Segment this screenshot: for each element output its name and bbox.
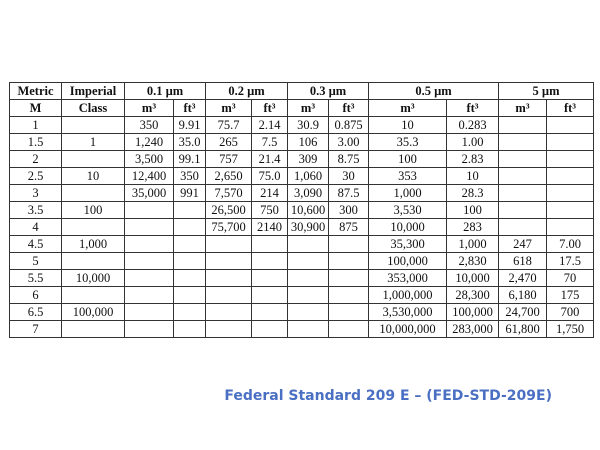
table-cell	[125, 202, 174, 219]
table-cell: 28.3	[447, 185, 499, 202]
header-unit: m³	[288, 100, 329, 117]
table-cell: 3	[10, 185, 62, 202]
table-cell	[252, 253, 288, 270]
table-body	[10, 117, 594, 338]
table-cell: 2	[10, 151, 62, 168]
table-cell: 87.5	[329, 185, 369, 202]
table-cell	[125, 321, 174, 338]
caption-text: Federal Standard 209 E – (FED-STD-209E)	[224, 388, 552, 404]
table-cell: 6	[10, 287, 62, 304]
table-cell: 10	[369, 117, 447, 134]
table-cell	[125, 236, 174, 253]
table-cell	[125, 270, 174, 287]
table-cell	[174, 253, 206, 270]
table-cell	[252, 287, 288, 304]
table-cell: 35.0	[174, 134, 206, 151]
table-cell	[62, 219, 125, 236]
header-unit: ft³	[174, 100, 206, 117]
table-cell: 247	[499, 236, 547, 253]
table-cell: 175	[547, 287, 594, 304]
table-cell: 100,000	[369, 253, 447, 270]
table-cell: 17.5	[547, 253, 594, 270]
table-cell	[252, 321, 288, 338]
table-cell	[329, 304, 369, 321]
cleanroom-class-table	[9, 82, 594, 338]
table-cell: 283	[447, 219, 499, 236]
header-imperial: Imperial	[62, 83, 125, 100]
table-cell	[252, 236, 288, 253]
table-cell: 7.5	[252, 134, 288, 151]
table-cell: 4.5	[10, 236, 62, 253]
header-size-0-5um: 0.5 µm	[369, 83, 499, 100]
table-cell	[174, 202, 206, 219]
table-cell: 265	[206, 134, 252, 151]
table-cell: 1	[62, 134, 125, 151]
table-cell	[62, 185, 125, 202]
table-cell: 75.7	[206, 117, 252, 134]
table-cell: 2.14	[252, 117, 288, 134]
table-cell: 35,300	[369, 236, 447, 253]
table-cell: 0.283	[447, 117, 499, 134]
table-cell: 75.0	[252, 168, 288, 185]
table-cell: 300	[329, 202, 369, 219]
table-cell	[547, 151, 594, 168]
header-unit: ft³	[547, 100, 594, 117]
table-cell	[499, 134, 547, 151]
table-cell	[252, 304, 288, 321]
table-cell: 61,800	[499, 321, 547, 338]
table-cell: 3,530,000	[369, 304, 447, 321]
table-cell: 1.5	[10, 134, 62, 151]
table-cell: 35.3	[369, 134, 447, 151]
table-cell	[499, 151, 547, 168]
table-cell	[125, 287, 174, 304]
table-cell	[174, 219, 206, 236]
table-cell: 350	[125, 117, 174, 134]
table-cell: 757	[206, 151, 252, 168]
table-row	[10, 202, 594, 219]
header-metric: Metric	[10, 83, 62, 100]
table-cell	[499, 185, 547, 202]
table-cell	[206, 236, 252, 253]
table-cell	[174, 321, 206, 338]
table-cell	[547, 202, 594, 219]
table-cell: 353	[369, 168, 447, 185]
table-cell: 99.1	[174, 151, 206, 168]
table-cell: 353,000	[369, 270, 447, 287]
table-cell: 106	[288, 134, 329, 151]
table-cell	[62, 321, 125, 338]
table-cell: 12,400	[125, 168, 174, 185]
table-cell: 10,600	[288, 202, 329, 219]
table-cell: 991	[174, 185, 206, 202]
table-cell: 6.5	[10, 304, 62, 321]
table-cell	[499, 202, 547, 219]
table-cell: 10,000,000	[369, 321, 447, 338]
table-cell: 618	[499, 253, 547, 270]
table-cell	[329, 253, 369, 270]
table-cell: 10,000	[447, 270, 499, 287]
table-cell	[288, 321, 329, 338]
table-row	[10, 321, 594, 338]
table-cell	[174, 304, 206, 321]
caption	[0, 388, 600, 404]
table-cell: 7.00	[547, 236, 594, 253]
table-cell	[206, 287, 252, 304]
table-cell	[288, 270, 329, 287]
table-cell: 2140	[252, 219, 288, 236]
table-cell: 100,000	[447, 304, 499, 321]
table-cell	[62, 151, 125, 168]
table-cell: 2.5	[10, 168, 62, 185]
table-cell: 750	[252, 202, 288, 219]
table-cell: 1,000	[62, 236, 125, 253]
table-cell: 4	[10, 219, 62, 236]
table-cell	[547, 134, 594, 151]
table-cell	[125, 219, 174, 236]
table-cell: 3,090	[288, 185, 329, 202]
table-row	[10, 117, 594, 134]
header-size-0-1um: 0.1 µm	[125, 83, 206, 100]
table-cell: 700	[547, 304, 594, 321]
table-cell	[329, 287, 369, 304]
table-row	[10, 304, 594, 321]
table-cell: 10,000	[62, 270, 125, 287]
header-unit: ft³	[447, 100, 499, 117]
table-row	[10, 253, 594, 270]
table-cell: 28,300	[447, 287, 499, 304]
table-cell: 2,830	[447, 253, 499, 270]
table-cell: 1,000	[447, 236, 499, 253]
table-cell	[329, 270, 369, 287]
table-cell: 30	[329, 168, 369, 185]
table-cell	[206, 321, 252, 338]
table-cell	[288, 236, 329, 253]
table-cell	[329, 321, 369, 338]
table-cell	[288, 304, 329, 321]
header-unit: ft³	[329, 100, 369, 117]
table-cell: 875	[329, 219, 369, 236]
table-cell: 35,000	[125, 185, 174, 202]
table-cell: 1,000	[369, 185, 447, 202]
table-cell: 350	[174, 168, 206, 185]
table-row	[10, 185, 594, 202]
header-size-0-2um: 0.2 µm	[206, 83, 288, 100]
header-unit: m³	[206, 100, 252, 117]
table-cell: 8.75	[329, 151, 369, 168]
table-cell: 10	[62, 168, 125, 185]
table-cell: 1,750	[547, 321, 594, 338]
table-cell: 10	[447, 168, 499, 185]
table-cell: 283,000	[447, 321, 499, 338]
table-cell: 3.5	[10, 202, 62, 219]
table-cell	[62, 287, 125, 304]
header-row-particle-size	[10, 83, 594, 100]
table-cell: 30.9	[288, 117, 329, 134]
table-row	[10, 151, 594, 168]
table-cell: 6,180	[499, 287, 547, 304]
table-cell	[547, 117, 594, 134]
header-unit: m³	[499, 100, 547, 117]
table-cell: 1,240	[125, 134, 174, 151]
table-cell	[174, 236, 206, 253]
table-cell	[547, 168, 594, 185]
table-cell	[174, 270, 206, 287]
table-cell: 1	[10, 117, 62, 134]
table-cell: 100	[62, 202, 125, 219]
table-cell	[288, 287, 329, 304]
table-cell: 1,060	[288, 168, 329, 185]
table-cell: 21.4	[252, 151, 288, 168]
table-cell: 5	[10, 253, 62, 270]
table-row	[10, 287, 594, 304]
table-cell: 100	[447, 202, 499, 219]
table-row	[10, 134, 594, 151]
table-cell: 24,700	[499, 304, 547, 321]
table-cell	[125, 304, 174, 321]
table-cell: 30,900	[288, 219, 329, 236]
table-cell	[62, 253, 125, 270]
table-cell	[499, 168, 547, 185]
table-cell: 9.91	[174, 117, 206, 134]
table-cell	[174, 287, 206, 304]
table-cell	[206, 253, 252, 270]
table-cell	[206, 270, 252, 287]
table-cell: 2,470	[499, 270, 547, 287]
table-cell: 3,530	[369, 202, 447, 219]
table-cell: 3,500	[125, 151, 174, 168]
table-cell: 2.83	[447, 151, 499, 168]
table-cell	[125, 253, 174, 270]
table-cell: 2,650	[206, 168, 252, 185]
table-cell	[288, 253, 329, 270]
table-cell	[499, 219, 547, 236]
table-cell	[206, 304, 252, 321]
table-cell: 1,000,000	[369, 287, 447, 304]
table-cell: 70	[547, 270, 594, 287]
table-cell: 7	[10, 321, 62, 338]
table-cell	[252, 270, 288, 287]
table-cell	[499, 117, 547, 134]
table-cell	[547, 219, 594, 236]
table-cell: 26,500	[206, 202, 252, 219]
header-unit: Class	[62, 100, 125, 117]
table-cell: 100,000	[62, 304, 125, 321]
header-unit: m³	[125, 100, 174, 117]
table-cell: 7,570	[206, 185, 252, 202]
table-row	[10, 168, 594, 185]
table-cell	[329, 236, 369, 253]
table-cell: 10,000	[369, 219, 447, 236]
table-row	[10, 270, 594, 287]
header-unit: ft³	[252, 100, 288, 117]
table-cell: 1.00	[447, 134, 499, 151]
table-cell: 3.00	[329, 134, 369, 151]
table-cell	[62, 117, 125, 134]
table-row	[10, 219, 594, 236]
table-row	[10, 236, 594, 253]
table-cell	[547, 185, 594, 202]
header-unit: m³	[369, 100, 447, 117]
table-cell: 75,700	[206, 219, 252, 236]
table-cell: 5.5	[10, 270, 62, 287]
table-cell: 309	[288, 151, 329, 168]
header-unit: M	[10, 100, 62, 117]
table-cell: 0.875	[329, 117, 369, 134]
table-cell: 214	[252, 185, 288, 202]
header-size-0-3um: 0.3 µm	[288, 83, 369, 100]
header-size-5um: 5 µm	[499, 83, 594, 100]
header-row-units	[10, 100, 594, 117]
table-cell: 100	[369, 151, 447, 168]
